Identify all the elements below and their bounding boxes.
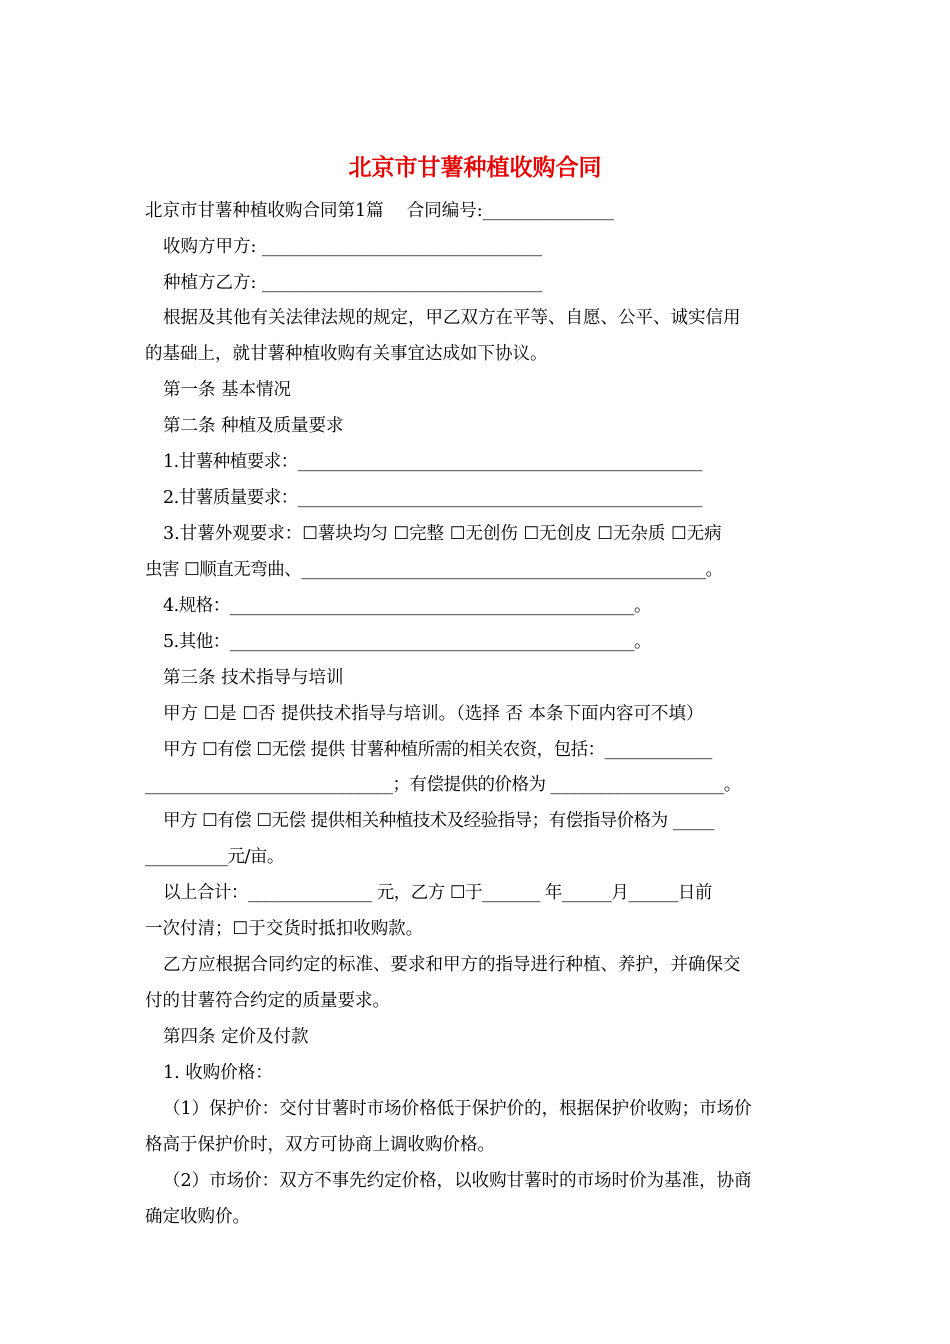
market-price-line-2: 确定收购价。 (145, 1207, 250, 1227)
training-option-line: 甲方 ☐是 ☐否 提供技术指导与培训。（选择 否 本条下面内容可不填） (163, 704, 704, 724)
market-price-line-1: （2）市场价：双方不事先约定价格，以收购甘薯时的市场时价为基准，协商 (163, 1171, 752, 1191)
protection-price-line-2: 格高于保护价时，双方可协商上调收购价格。 (145, 1135, 495, 1155)
party-b-duty-line-2: 付的甘薯符合约定的质量要求。 (145, 991, 390, 1011)
document-title: 北京市甘薯种植收购合同 (348, 154, 602, 181)
materials-line-2: ______________________________；有偿提供的价格为 _____________________。 (145, 775, 741, 795)
article-3-heading: 第三条 技术指导与培训 (163, 668, 344, 688)
specification-line: 4.规格：_________________________________________________。 (163, 596, 651, 616)
article-4-heading: 第四条 定价及付款 (163, 1027, 309, 1047)
appearance-requirement-line-2: 虫害 ☐顺直无弯曲、_________________________________________________。 (145, 560, 723, 580)
planting-requirement-line: 1.甘薯种植要求：_________________________________________________ (163, 452, 702, 472)
article-2-heading: 第二条 种植及质量要求 (163, 416, 344, 436)
protection-price-line-1: （1）保护价：交付甘薯时市场价格低于保护价的，根据保护价收购；市场价 (163, 1099, 752, 1119)
quality-requirement-line: 2.甘薯质量要求：_________________________________________________ (163, 488, 702, 508)
guidance-line-2: __________元/亩。 (145, 847, 284, 867)
appearance-requirement-line-1: 3.甘薯外观要求：☐薯块均匀 ☐完整 ☐无创伤 ☐无创皮 ☐无杂质 ☐无病 (163, 524, 722, 544)
contract-number-line: 北京市甘薯种植收购合同第1篇 合同编号:_______________ (145, 201, 614, 221)
total-line-1: 以上合计：_______________ 元，乙方 ☐于_______ 年______月______日前 (163, 883, 712, 903)
party-a-line: 收购方甲方: ________________________________ (163, 237, 542, 257)
article-1-heading: 第一条 基本情况 (163, 380, 292, 400)
materials-line-1: 甲方 ☐有偿 ☐无偿 提供 甘薯种植所需的相关农资，包括：_____________ (163, 740, 712, 760)
party-b-line: 种植方乙方: ________________________________ (163, 273, 542, 293)
other-line: 5.其他：_________________________________________________。 (163, 632, 651, 652)
total-line-2: 一次付清；☐于交货时抵扣收购款。 (145, 919, 424, 939)
purchase-price-heading: 1. 收购价格： (163, 1063, 273, 1083)
party-b-duty-line-1: 乙方应根据合同约定的标准、要求和甲方的指导进行种植、养护，并确保交 (163, 955, 741, 975)
guidance-line-1: 甲方 ☐有偿 ☐无偿 提供相关种植技术及经验指导；有偿指导价格为 _____ (163, 811, 714, 831)
preamble-line-1: 根据及其他有关法律法规的规定，甲乙双方在平等、自愿、公平、诚实信用 (163, 308, 741, 328)
preamble-line-2: 的基础上，就甘薯种植收购有关事宜达成如下协议。 (145, 344, 548, 364)
